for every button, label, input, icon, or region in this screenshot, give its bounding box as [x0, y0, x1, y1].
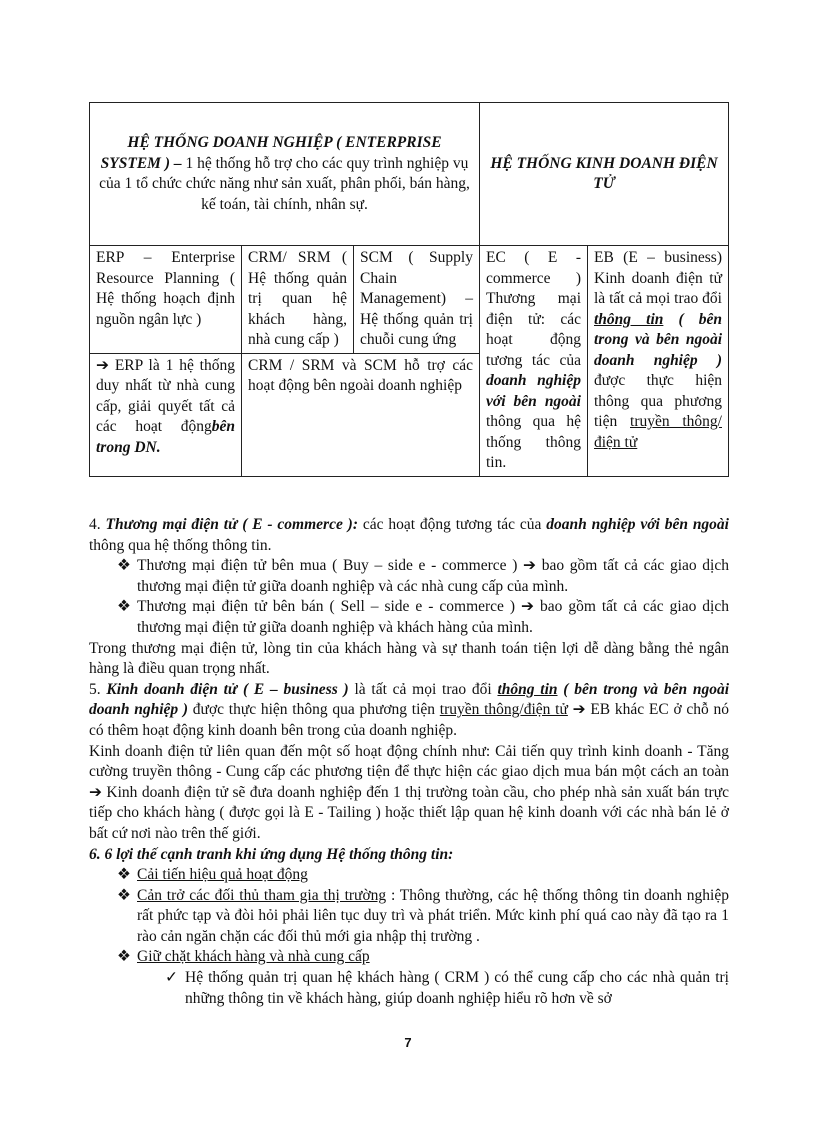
- section-4-text-b: doanh nghiệp với bên ngoài: [546, 516, 729, 533]
- crm-check-text: Hệ thống quản trị quan hệ khách hàng ( CRM ) có thể cung cấp cho các nhà quản trị những thông tin về khách hàng, giúp doanh nghiệp hiểu rõ hơn về sở: [185, 969, 729, 1007]
- advantage-2-title: Cản trở các đối thủ tham gia thị trường: [137, 886, 387, 904]
- section-5-heading: [89, 680, 729, 742]
- section-5-text-d: được thực hiện thông qua phương tiện: [188, 701, 440, 719]
- section-5-text-c: ( bên trong và bên ngoài doanh nghiệp ): [89, 680, 729, 719]
- cell-erp-note: [90, 353, 242, 476]
- checkmark-icon: ✓: [165, 969, 178, 987]
- section-5-title: Kinh doanh điện tử ( E – business ): [106, 680, 349, 698]
- sell-side-text: Thương mại điện tử bên bán ( Sell – side e - commerce ) ➔ bao gồm tất cả các giao dịch thương mại điện tử giữa doanh nghiệp và khách hàng của mình.: [137, 598, 729, 636]
- header-enterprise-system: [90, 103, 480, 246]
- section-5-number: 5.: [89, 680, 107, 698]
- section-5-text-a: là tất cả mọi trao đổi: [348, 680, 498, 698]
- advantage-1-text: Cải tiến hiệu quả hoạt động: [137, 866, 308, 884]
- diamond-bullet-icon: ❖: [117, 886, 131, 904]
- erp-note-text: ➔ ERP là 1 hệ thống duy nhất từ nhà cung cấp, giải quyết tất cả các hoạt động: [96, 356, 235, 435]
- section-4-text-c: thông qua hệ thống thông tin.: [89, 536, 272, 554]
- enterprise-systems-table: [89, 102, 729, 477]
- header-ebusiness: HỆ THỐNG KINH DOANH ĐIỆN TỬ: [480, 103, 729, 246]
- list-item: [117, 597, 729, 638]
- list-item: [117, 865, 729, 886]
- diamond-bullet-icon: ❖: [117, 598, 131, 616]
- cell-crm: CRM/ SRM ( Hệ thống quản trị quan hệ khách hàng, nhà cung cấp ): [242, 246, 354, 354]
- advantage-3-text: Giữ chặt khách hàng và nhà cung cấp: [137, 948, 370, 966]
- eb-text-a: EB (E – business) Kinh doanh điện tử là tất cả mọi trao đổi: [594, 249, 722, 307]
- section-4-title: Thương mại điện tử ( E - commerce ):: [105, 516, 358, 533]
- cell-eb: [588, 246, 729, 477]
- list-item: [165, 968, 729, 1009]
- section-6-heading: 6. 6 lợi thế cạnh tranh khi ứng dụng Hệ thống thông tin:: [89, 845, 454, 863]
- ebusiness-paragraph: Kinh doanh điện tử liên quan đến một số hoạt động chính như: Cải tiến quy trình kinh doanh - Tăng cường truyền thông - Cung cấp các phương tiện để thực hiện các giao dịch mua bán một cách an toàn ➔ Kinh doanh điện tử sẽ đưa doanh nghiệp đến 1 thị trường toàn cầu, cho phép nhà sản xuất bán trực tiếp cho khách hàng ( được gọi là E - Tailing ) hoặc thiết lập quan hệ kinh doanh với các nhà bán lẻ ở bất cứ nơi nào trên thế giới.: [89, 742, 729, 842]
- header-enterprise-title: HỆ THỐNG DOANH NGHIỆP ( ENTERPRISE SYSTEM ) –: [100, 134, 442, 172]
- ec-text-a: EC ( E - commerce ) Thương mại điện tử: các hoạt động tương tác của: [486, 249, 581, 369]
- section-4-text-a: các hoạt động tương tác của: [358, 516, 547, 533]
- diamond-bullet-icon: ❖: [117, 948, 131, 966]
- ec-text-b: doanh nghiệp với bên ngoài: [486, 372, 581, 410]
- cell-ec: [480, 246, 588, 477]
- header-enterprise-text: 1 hệ thống hỗ trợ cho các quy trình nghiệp vụ của 1 tổ chức chức năng như sản xuất, phân phối, bán hàng, kế toán, tài chính, nhân sự.: [99, 154, 470, 213]
- section-4-number: 4.: [89, 516, 106, 533]
- advantage-2-text: : Thông thường, các hệ thống thông tin doanh nghiệp rất phức tạp và đòi hỏi phải liên tục duy trì và phát triển. Mức kinh phí quá cao này đã tạo ra 1 rào cản ngăn chặn các đối thủ mới gia nhập thị trường .: [137, 886, 729, 945]
- buy-side-text: Thương mại điện tử bên mua ( Buy – side e - commerce ) ➔ bao gồm tất cả các giao dịch thương mại điện tử giữa doanh nghiệp và các nhà cung cấp của mình.: [137, 557, 729, 595]
- diamond-bullet-icon: ❖: [117, 557, 131, 575]
- eb-text-c: ( bên trong và bên ngoài doanh nghiệp ): [594, 310, 723, 369]
- section-5-text-f: ➔ EB khác EC ở chỗ nó có thêm hoạt động kinh doanh bên trong của doanh nghiệp.: [89, 701, 729, 739]
- eb-text-e: truyền thông/điện tử: [594, 413, 722, 451]
- list-item: [117, 886, 729, 948]
- section-4-heading: [89, 515, 729, 556]
- section-5-text-e: truyền thông/điện tử: [439, 701, 568, 719]
- list-item: [117, 556, 729, 597]
- section-5-text-b: thông tin: [497, 680, 558, 698]
- diamond-bullet-icon: ❖: [117, 866, 131, 884]
- eb-text-d: được thực hiện thông qua phương tiện: [594, 372, 722, 430]
- cell-crm-note: CRM / SRM và SCM hỗ trợ các hoạt động bên ngoài doanh nghiệp: [242, 353, 480, 476]
- ec-text-c: thông qua hệ thống thông tin.: [486, 413, 581, 471]
- list-item: [117, 947, 729, 968]
- cell-scm: SCM ( Supply Chain Management) – Hệ thống quản trị chuỗi cung ứng: [354, 246, 480, 354]
- body-text: [89, 515, 729, 1009]
- cell-erp: ERP – Enterprise Resource Planning ( Hệ thống hoạch định nguồn ngân lực ): [90, 246, 242, 354]
- ecommerce-paragraph: Trong thương mại điện tử, lòng tin của khách hàng và sự thanh toán tiện lợi dễ dàng bằng thẻ ngân hàng là điều quan trọng nhất.: [89, 639, 729, 678]
- eb-text-b: thông tin: [594, 310, 664, 328]
- erp-note-bold: bên trong DN.: [96, 418, 235, 456]
- page-number: 7: [404, 1035, 412, 1050]
